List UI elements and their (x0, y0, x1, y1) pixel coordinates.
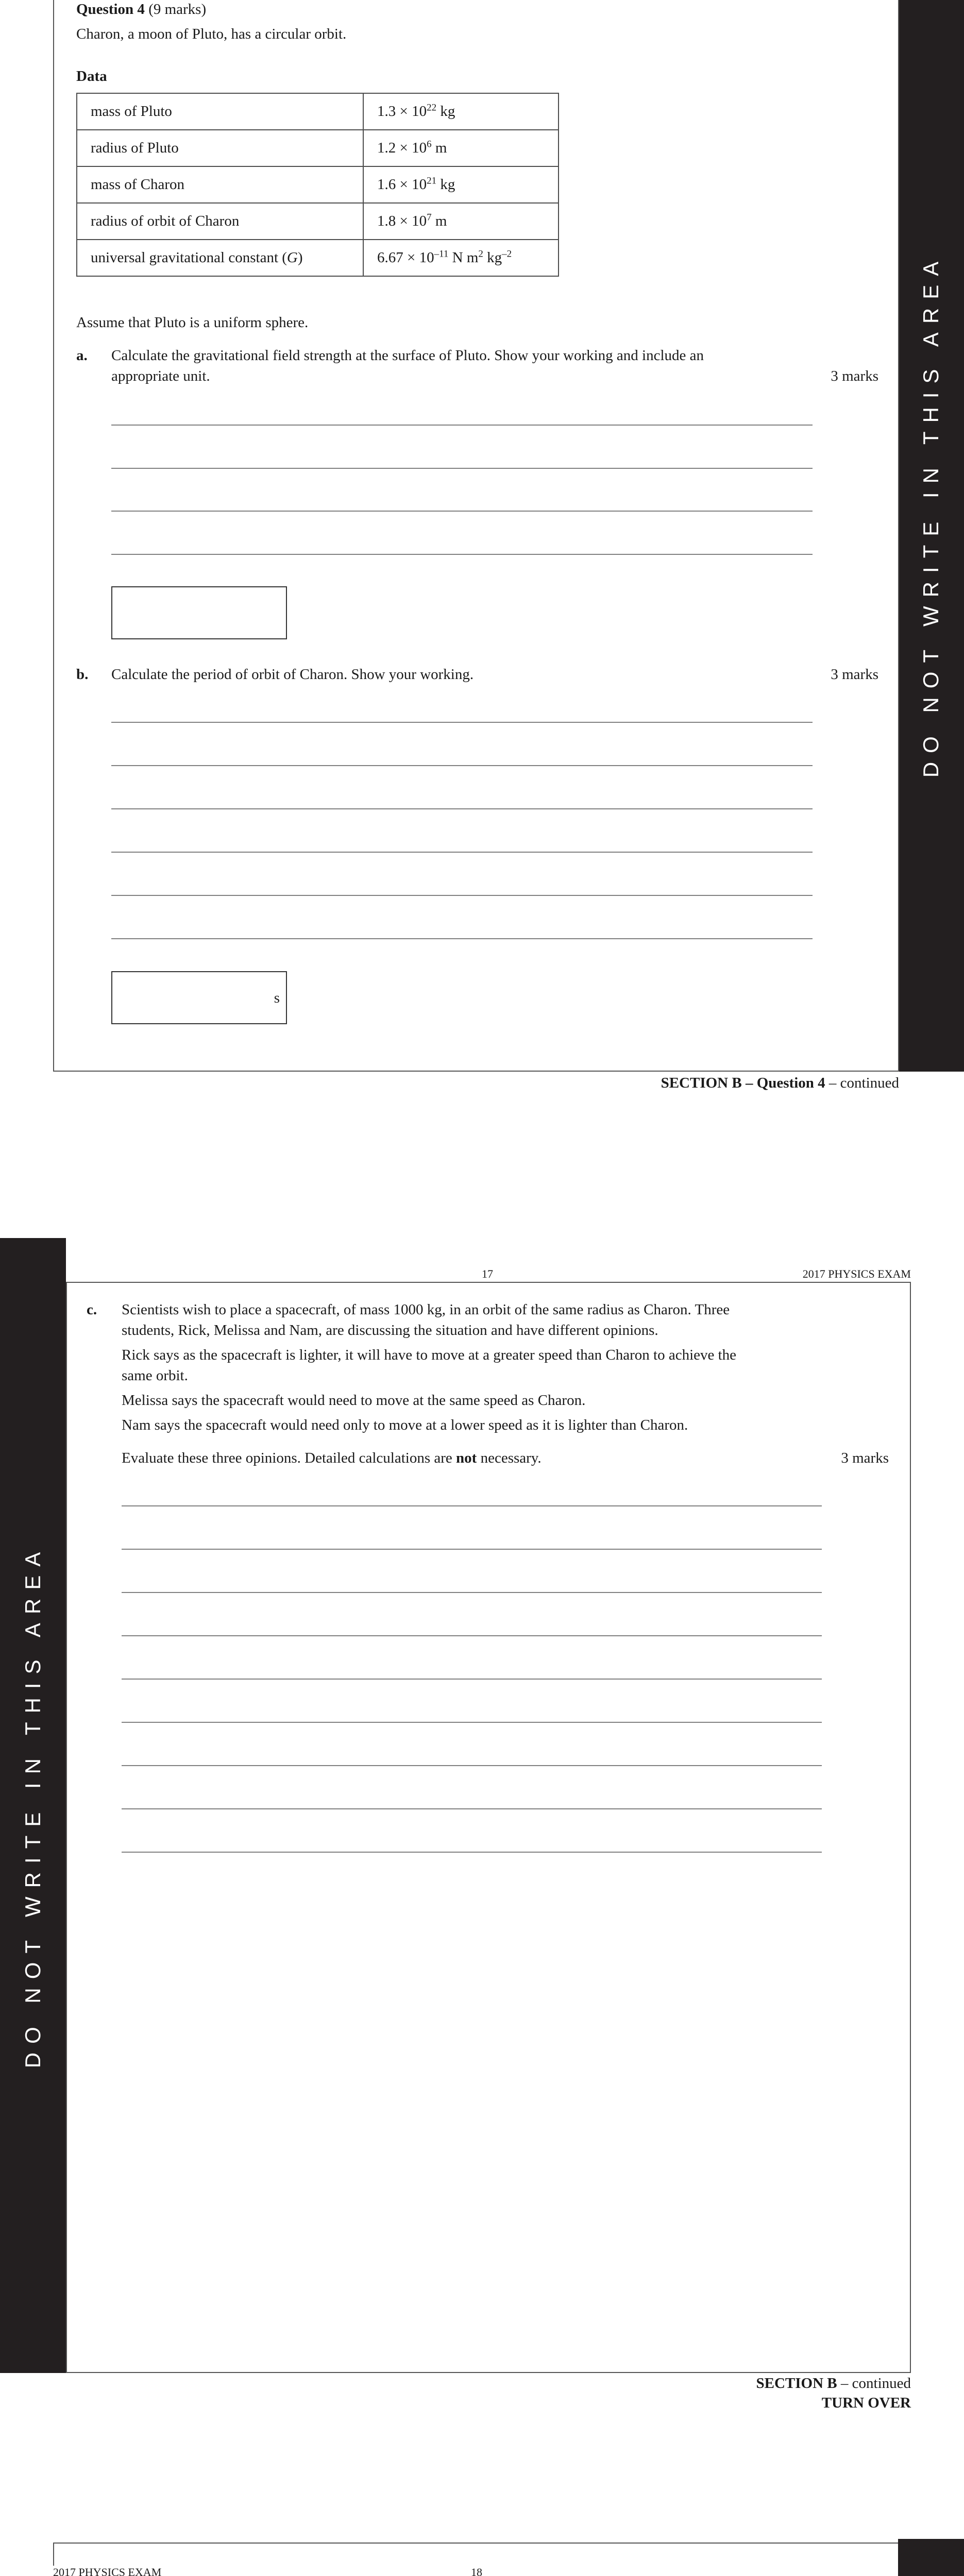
answer-line[interactable] (111, 808, 813, 809)
answer-line[interactable] (111, 852, 813, 853)
part-b-answer-box[interactable] (111, 971, 287, 1024)
answer-line[interactable] (111, 938, 813, 939)
assumption-text: Assume that Pluto is a uniform sphere. (76, 314, 309, 331)
answer-line[interactable] (122, 1635, 822, 1636)
part-c-label: c. (87, 1301, 97, 1318)
answer-line[interactable] (111, 468, 813, 469)
data-value: $1.3 \times 10^{22}$ kg (363, 93, 559, 130)
part-a-question-line2: appropriate unit. (111, 368, 210, 384)
part-a-label: a. (76, 347, 88, 364)
table-row (77, 130, 559, 166)
answer-line[interactable] (111, 511, 813, 512)
answer-line[interactable] (122, 1808, 822, 1809)
answer-line[interactable] (111, 765, 813, 766)
part-c-para4: Nam says the spacecraft would need only to move at a lower speed as it is lighter than Charon. (122, 1417, 688, 1433)
data-label: universal gravitational constant (G) (77, 240, 363, 276)
part-c-para3: Melissa says the spacecraft would need to move at the same speed as Charon. (122, 1392, 586, 1409)
answer-line[interactable] (122, 1679, 822, 1680)
no-write-label-right: DO NOT WRITE IN THIS AREA (919, 252, 943, 778)
question-heading (76, 0, 206, 19)
answer-line[interactable] (111, 554, 813, 555)
answer-line[interactable] (122, 1592, 822, 1593)
part-b-label: b. (76, 666, 89, 683)
part-a-marks: 3 marks (831, 368, 878, 384)
table-row (77, 240, 559, 276)
table-row (77, 166, 559, 203)
data-table (76, 93, 559, 277)
data-label: mass of Pluto (77, 93, 363, 130)
data-heading: Data (76, 68, 107, 84)
answer-line[interactable] (111, 895, 813, 896)
data-label: radius of Pluto (77, 130, 363, 166)
answer-line[interactable] (122, 1505, 822, 1506)
exam-header: 2017 PHYSICS EXAM (802, 1267, 911, 1280)
data-value: $1.2 \times 10^6$ m (363, 130, 559, 166)
data-label: mass of Charon (77, 166, 363, 203)
part-c-instruction: Evaluate these three opinions. Detailed calculations are not necessary. (122, 1450, 542, 1466)
data-value: $1.6 \times 10^{21}$ kg (363, 166, 559, 203)
part-a-question-line1: Calculate the gravitational field strength at the surface of Pluto. Show your working and include an (111, 347, 704, 364)
data-value: $1.8 \times 10^7$ m (363, 203, 559, 240)
no-write-label-left: DO NOT WRITE IN THIS AREA (21, 1543, 45, 2069)
part-c-para1-line1: Scientists wish to place a spacecraft, of mass 1000 kg, in an orbit of the same radius as Charon. Three (122, 1301, 730, 1318)
table-row (77, 203, 559, 240)
part-a-answer-box[interactable] (111, 586, 287, 639)
part-c-para1-line2: students, Rick, Melissa and Nam, are discussing the situation and have different opinions. (122, 1322, 658, 1338)
answer-frame-page18 (66, 1282, 911, 2373)
question-intro: Charon, a moon of Pluto, has a circular orbit. (76, 26, 347, 42)
part-c-para2-line2: same orbit. (122, 1367, 188, 1384)
part-c-para2-line1: Rick says as the spacecraft is lighter, it will have to move at a greater speed than Charon to achieve the (122, 1347, 737, 1363)
section-footer: SECTION B – continued (756, 2375, 911, 2392)
exam-header: 2017 PHYSICS EXAM (53, 2566, 164, 2576)
page-number: 17 (482, 1267, 493, 1280)
answer-line[interactable] (111, 722, 813, 723)
section-footer: SECTION B – Question 4 – continued (661, 1075, 899, 1091)
part-b-question: Calculate the period of orbit of Charon. Show your working. (111, 666, 474, 683)
page-number: 18 (466, 2566, 487, 2576)
answer-line[interactable] (111, 425, 813, 426)
question-marks: (9 marks) (148, 1, 207, 18)
answer-line[interactable] (122, 1549, 822, 1550)
data-value: $6.67 \times 10^{-11}$ N $m^2$ $kg^{-2}$ (363, 240, 559, 276)
answer-line[interactable] (122, 1722, 822, 1723)
table-row (77, 93, 559, 130)
part-c-marks: 3 marks (841, 1450, 889, 1466)
no-write-margin-right (898, 2539, 964, 2576)
answer-line[interactable] (122, 1765, 822, 1766)
answer-unit: s (274, 990, 280, 1006)
turn-over: TURN OVER (821, 2395, 911, 2411)
data-label: radius of orbit of Charon (77, 203, 363, 240)
answer-line[interactable] (122, 1852, 822, 1853)
question-title: Question 4 (76, 1, 145, 18)
part-b-marks: 3 marks (831, 666, 878, 683)
